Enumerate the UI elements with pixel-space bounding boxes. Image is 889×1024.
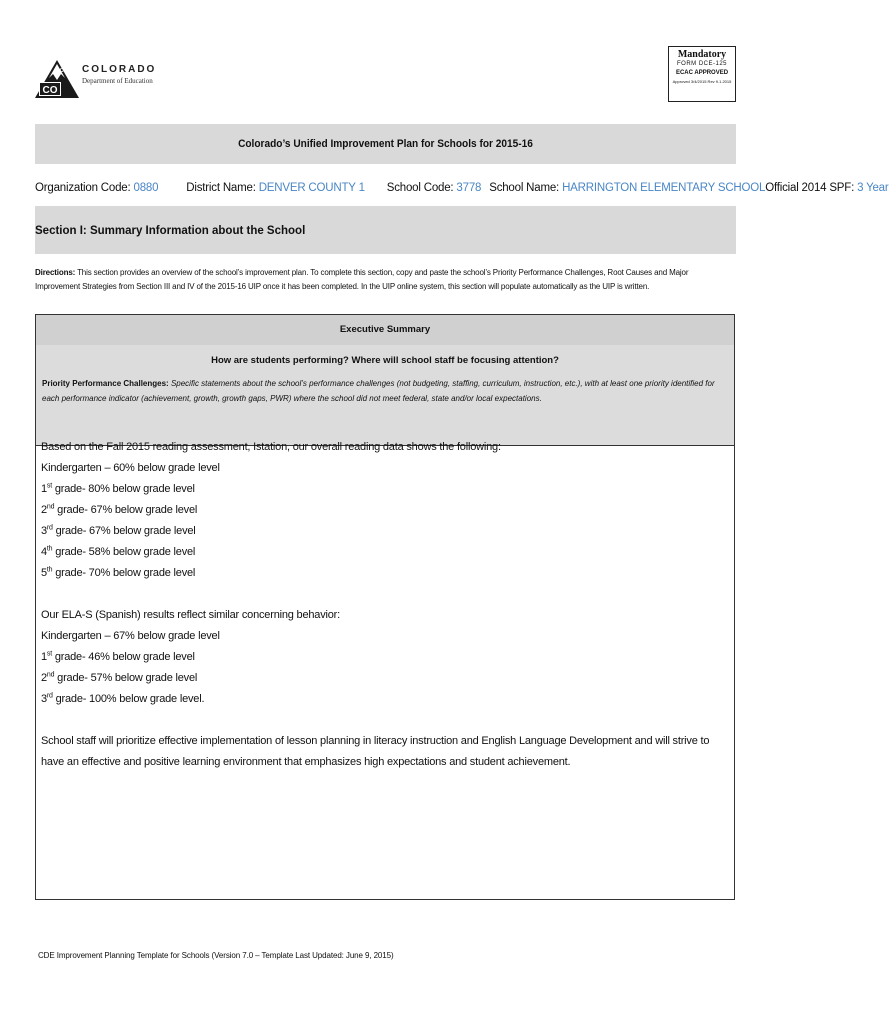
- reading-intro: Based on the Fall 2015 reading assessment, Istation, our overall reading data shows the following:: [41, 441, 501, 453]
- title-bar: [35, 124, 736, 164]
- mandatory-stamp: [668, 46, 736, 102]
- stamp-approved: ECAC APPROVED: [675, 70, 729, 76]
- stamp-mandatory: Mandatory: [677, 49, 727, 60]
- logo-badge-co: CO: [42, 85, 58, 96]
- ppc-label: Priority Performance Challenges:: [42, 379, 169, 388]
- state-name: COLORADO: [82, 64, 157, 75]
- ela-intro: Our ELA-S (Spanish) results reflect similar concerning behavior:: [41, 609, 340, 621]
- stamp-date: Approved 3/4/2015 Rev 9.1.2015: [672, 79, 732, 84]
- ela-line: 2nd grade- 57% below grade level: [41, 671, 198, 684]
- school-code-value: 3778: [456, 182, 482, 194]
- reading-line: 3rd grade- 67% below grade level: [41, 524, 196, 537]
- org-code-value: 0880: [133, 182, 159, 194]
- school-name-label: School Name:: [489, 182, 560, 194]
- ela-line: 1st grade- 46% below grade level: [41, 650, 195, 663]
- school-code-label: School Code:: [386, 182, 454, 194]
- section-title: Section I: Summary Information about the School: [35, 225, 306, 237]
- colorado-department-logo: [35, 58, 79, 98]
- priority-challenges-description: [42, 376, 728, 406]
- page-footer: CDE Improvement Planning Template for Schools (Version 7.0 – Template Last Updated: June 9, 2015): [38, 951, 394, 960]
- reading-line: 4th grade- 58% below grade level: [41, 545, 196, 558]
- summary-response[interactable]: [41, 437, 726, 773]
- district-value: DENVER COUNTY 1: [258, 182, 365, 194]
- executive-summary-table: [35, 314, 735, 900]
- question-row: [36, 345, 734, 446]
- reading-line: 2nd grade- 67% below grade level: [41, 503, 198, 516]
- ela-line: Kindergarten – 67% below grade level: [41, 630, 220, 642]
- organization-info: [35, 182, 889, 194]
- section-header: [35, 206, 736, 254]
- page-title: Colorado’s Unified Improvement Plan for Schools for 2015-16: [238, 138, 533, 150]
- stamp-form: FORM DCE-125: [676, 61, 727, 67]
- logo-badge-cde: CDE: [59, 68, 71, 74]
- focus-question: How are students performing? Where will school staff be focusing attention?: [211, 355, 559, 366]
- spf-label: Official 2014 SPF:: [765, 182, 855, 194]
- reading-line: Kindergarten – 60% below grade level: [41, 462, 220, 474]
- directions-label: Directions:: [35, 268, 76, 277]
- directions-text: This section provides an overview of the school’s improvement plan. To complete this section, copy and paste the school’s Priority Performance Challenges, Root Causes and Major Improvement Strategies from Section III and IV of the 2015-16 UIP once it has been completed. In the UIP online system, this section will populate automatically as the UIP is written.: [35, 268, 689, 291]
- reading-line: 1st grade- 80% below grade level: [41, 482, 195, 495]
- executive-summary-header: Executive Summary: [36, 315, 734, 346]
- logo-wordmark: [82, 64, 156, 85]
- directions: [35, 266, 735, 294]
- ela-line: 3rd grade- 100% below grade level.: [41, 692, 205, 705]
- department-name: Department of Education: [82, 77, 153, 85]
- ppc-text: Specific statements about the school’s performance challenges (not budgeting, staffing, curriculum, instruction, etc.), with at least one priority identified for each performance indicator (achievement, growth, growth gaps, PWR) where the school did not meet federal, state and/or local expectations.: [42, 379, 715, 403]
- district-label: District Name:: [186, 182, 256, 194]
- school-name-value: HARRINGTON ELEMENTARY SCHOOL: [562, 182, 766, 194]
- org-code-label: Organization Code:: [35, 182, 131, 194]
- spf-value: 3 Year: [857, 182, 889, 194]
- reading-line: 5th grade- 70% below grade level: [41, 566, 196, 579]
- closing-statement: School staff will prioritize effective implementation of lesson planning in literacy instruction and English Language Development and will strive to have an effective and positive learning environment that emphasizes high expectations and student achievement.: [41, 735, 710, 768]
